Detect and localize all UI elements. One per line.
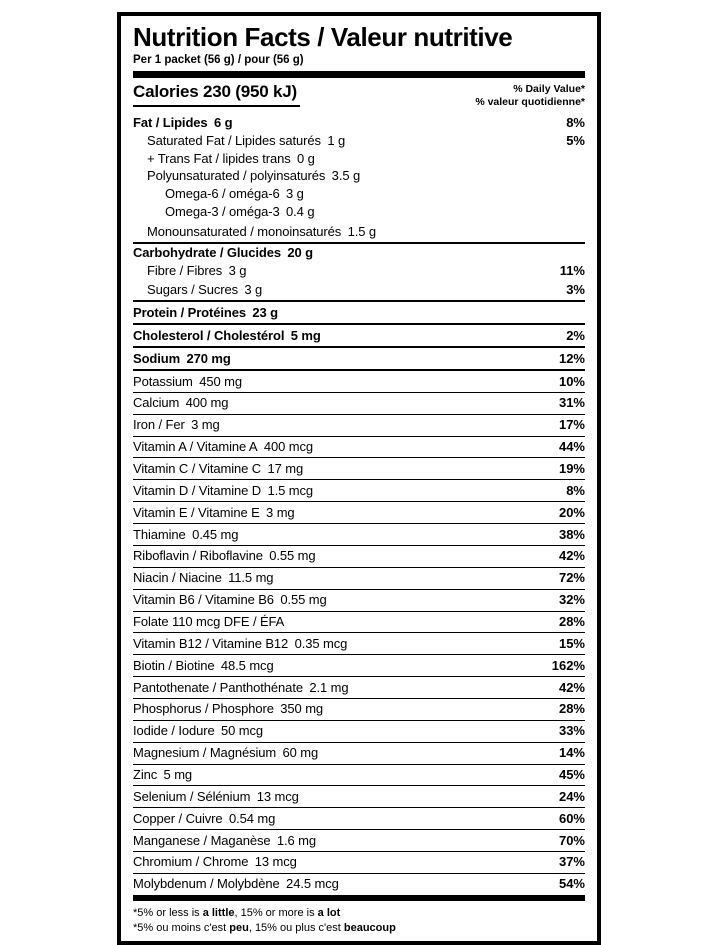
- nutrient-label: Magnesium / Magnésium 60 mg: [133, 745, 319, 761]
- nutrient-label: Thiamine 0.45 mg: [133, 526, 239, 542]
- daily-value-header-en: % Daily Value*: [513, 82, 585, 95]
- nutrient-row: [133, 393, 585, 415]
- nutrient-row: [133, 590, 585, 612]
- nutrient-row: [133, 480, 585, 502]
- nutrient-daily-value: 17%: [558, 417, 585, 433]
- nutrient-daily-value: 5%: [566, 132, 585, 148]
- nutrient-label: Saturated Fat / Lipides saturés 1 g: [147, 132, 346, 148]
- nutrient-label: Potassium 450 mg: [133, 373, 242, 389]
- nutrient-row: [133, 221, 585, 244]
- nutrient-daily-value: 3%: [566, 282, 585, 298]
- nutrient-label: Vitamin C / Vitamine C 17 mg: [133, 460, 304, 476]
- nutrient-label: Riboflavin / Riboflavine 0.55 mg: [133, 548, 316, 564]
- nutrient-row: [133, 655, 585, 677]
- nutrient-row: [133, 150, 585, 168]
- nutrient-label: Sodium 270 mg: [133, 350, 231, 366]
- nutrient-label: Vitamin B6 / Vitamine B6 0.55 mg: [133, 592, 327, 608]
- nutrient-row: [133, 415, 585, 437]
- nutrient-daily-value: 37%: [558, 854, 585, 870]
- footnotes: [133, 901, 585, 938]
- nutrient-daily-value: 70%: [558, 832, 585, 848]
- nutrient-row: [133, 699, 585, 721]
- nutrient-label: Copper / Cuivre 0.54 mg: [133, 810, 276, 826]
- nutrient-label: Zinc 5 mg: [133, 767, 193, 783]
- nutrient-label: Monounsaturated / monoinsaturés 1.5 g: [147, 223, 376, 239]
- nutrient-label: Phosphorus / Phosphore 350 mg: [133, 701, 324, 717]
- nutrient-daily-value: 15%: [558, 635, 585, 651]
- nutrient-row: [133, 568, 585, 590]
- nutrient-daily-value: 28%: [558, 614, 585, 629]
- footnote-french: [133, 921, 585, 936]
- nutrient-label: Protein / Protéines 23 g: [133, 304, 278, 320]
- nutrient-row: [133, 546, 585, 568]
- nutrient-row: [133, 132, 585, 150]
- nutrient-daily-value: 162%: [551, 657, 585, 673]
- nutrient-label: Polyunsaturated / polyinsaturés 3.5 g: [147, 168, 361, 184]
- nutrient-daily-value: 72%: [558, 570, 585, 586]
- nutrient-label: Niacin / Niacine 11.5 mg: [133, 570, 274, 586]
- nutrient-label: Folate 110 mcg DFE / ÉFA: [133, 614, 285, 629]
- nutrient-label: Iron / Fer 3 mg: [133, 417, 220, 433]
- nutrient-daily-value: 31%: [558, 395, 585, 411]
- nutrient-daily-value: 24%: [558, 788, 585, 804]
- footnote-segment: beaucoup: [343, 921, 396, 934]
- nutrient-daily-value: 8%: [566, 482, 585, 498]
- nutrient-daily-value: 45%: [558, 767, 585, 783]
- nutrient-row: [133, 325, 585, 348]
- nutrient-label: Cholesterol / Cholestérol 5 mg: [133, 327, 321, 343]
- nutrient-row: [133, 262, 585, 280]
- nutrient-label: Fibre / Fibres 3 g: [147, 262, 247, 278]
- nutrient-row: [133, 371, 585, 393]
- nutrient-daily-value: 10%: [558, 373, 585, 389]
- nutrient-row: [133, 244, 585, 262]
- nutrient-label: Iodide / Iodure 50 mcg: [133, 723, 264, 739]
- nutrient-label: Vitamin E / Vitamine E 3 mg: [133, 504, 295, 520]
- nutrient-daily-value: 33%: [558, 723, 585, 739]
- daily-value-header: [475, 82, 585, 110]
- nutrient-label: + Trans Fat / lipides trans 0 g: [147, 150, 315, 166]
- nutrient-daily-value: 54%: [558, 876, 585, 892]
- nutrient-daily-value: 12%: [558, 350, 585, 366]
- nutrient-daily-value: 44%: [558, 439, 585, 455]
- serving-size-text: Per 1 packet (56 g) / pour (56 g): [133, 53, 304, 66]
- daily-value-header-fr: % valeur quotidienne*: [475, 96, 585, 109]
- nutrient-label: Vitamin D / Vitamine D 1.5 mcg: [133, 482, 314, 498]
- nutrient-row: [133, 852, 585, 874]
- nutrient-label: Fat / Lipides 6 g: [133, 114, 233, 130]
- footnote-english: [133, 906, 585, 921]
- nutrient-label: Vitamin B12 / Vitamine B12 0.35 mcg: [133, 635, 348, 651]
- separator-bar-top: [133, 71, 585, 78]
- nutrient-row: [133, 874, 585, 901]
- footnote-segment: , 15% or more is: [234, 906, 318, 919]
- nutrient-daily-value: 42%: [558, 679, 585, 695]
- footnote-segment: *5% ou moins c'est: [133, 921, 230, 934]
- footnote-segment: a little: [202, 906, 235, 919]
- nutrient-daily-value: 38%: [558, 526, 585, 542]
- nutrient-row: [133, 185, 585, 203]
- nutrient-label: Biotin / Biotine 48.5 mcg: [133, 657, 274, 673]
- nutrient-daily-value: 42%: [558, 548, 585, 564]
- nutrient-label: Chromium / Chrome 13 mcg: [133, 854, 297, 870]
- nutrient-row: [133, 203, 585, 221]
- footnote-segment: peu: [229, 921, 249, 934]
- nutrient-row: [133, 167, 585, 185]
- nutrient-label: Manganese / Maganèse 1.6 mg: [133, 832, 317, 848]
- nutrient-rows-container: [133, 114, 585, 901]
- nutrient-row: [133, 677, 585, 699]
- nutrient-row: [133, 830, 585, 852]
- nutrient-row: [133, 633, 585, 655]
- footnote-segment: *5% or less is: [133, 906, 203, 919]
- nutrient-daily-value: 60%: [558, 810, 585, 826]
- nutrient-label: Carbohydrate / Glucides 20 g: [133, 244, 313, 260]
- nutrient-label: Omega-6 / oméga-6 3 g: [165, 186, 304, 202]
- nutrient-row: [133, 302, 585, 325]
- nutrient-label: Calcium 400 mg: [133, 395, 229, 411]
- footnote-segment: , 15% ou plus c'est: [248, 921, 344, 934]
- nutrient-daily-value: 11%: [559, 262, 585, 278]
- nutrient-label: Sugars / Sucres 3 g: [147, 282, 263, 298]
- nutrient-daily-value: 28%: [558, 701, 585, 717]
- nutrient-row: [133, 114, 585, 132]
- nutrient-row: [133, 612, 585, 634]
- nutrient-row: [133, 786, 585, 808]
- nutrient-row: [133, 502, 585, 524]
- nutrient-label: Vitamin A / Vitamine A 400 mcg: [133, 439, 314, 455]
- nutrient-label: Pantothenate / Panthothénate 2.1 mg: [133, 679, 349, 695]
- nutrient-label: Selenium / Sélénium 13 mcg: [133, 788, 299, 804]
- nutrient-row: [133, 437, 585, 459]
- footnote-segment: a lot: [317, 906, 341, 919]
- calories-value: Calories 230 (950 kJ): [133, 82, 300, 107]
- nutrition-facts-label: [117, 12, 601, 945]
- nutrient-row: [133, 743, 585, 765]
- nutrient-daily-value: 8%: [566, 114, 585, 130]
- nutrient-daily-value: 20%: [558, 504, 585, 520]
- nutrient-daily-value: 19%: [558, 460, 585, 476]
- calories-row: [133, 82, 585, 110]
- nutrient-label: Omega-3 / oméga-3 0.4 g: [165, 204, 315, 220]
- nutrient-row: [133, 458, 585, 480]
- nutrient-row: [133, 348, 585, 371]
- nutrient-daily-value: 32%: [558, 592, 585, 608]
- nutrient-label: Molybdenum / Molybdène 24.5 mcg: [133, 876, 339, 892]
- nutrient-row: [133, 765, 585, 787]
- nutrient-row: [133, 808, 585, 830]
- nutrient-row: [133, 721, 585, 743]
- nutrient-row: [133, 524, 585, 546]
- nutrition-facts-title: Nutrition Facts / Valeur nutritive: [133, 22, 513, 52]
- nutrient-daily-value: 14%: [558, 745, 585, 761]
- nutrient-row: [133, 280, 585, 303]
- nutrient-daily-value: 2%: [566, 327, 585, 343]
